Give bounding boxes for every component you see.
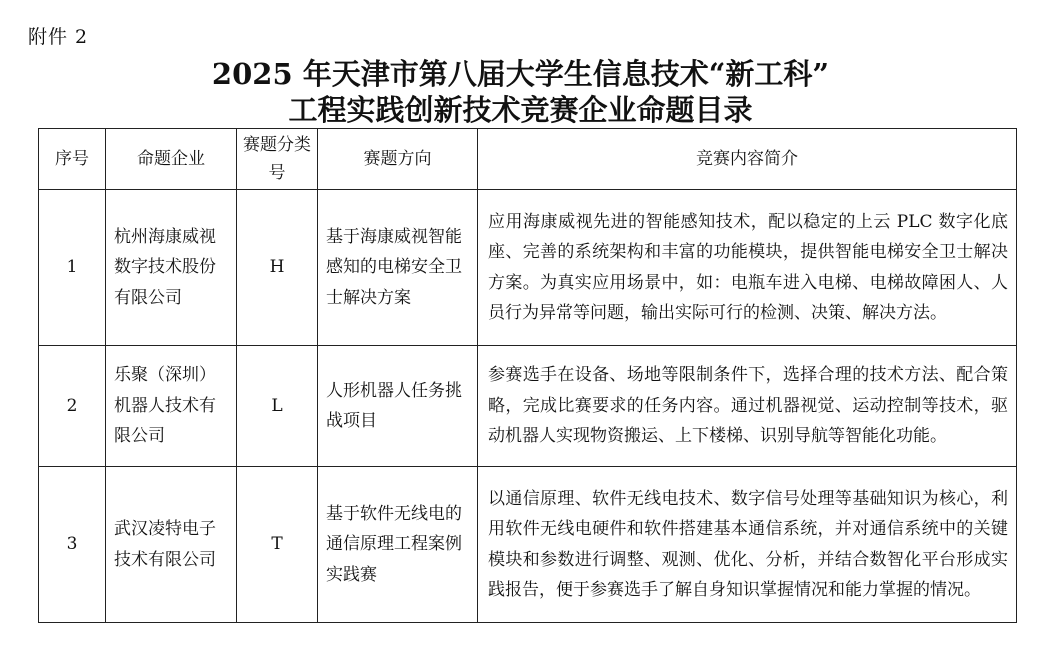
row-company: 乐聚（深圳）机器人技术有限公司 [106,346,237,467]
row-intro: 应用海康威视先进的智能感知技术，配以稳定的上云 PLC 数字化底座、完善的系统架构和丰富的功能模块，提供智能电梯安全卫士解决方案。为真实应用场景中，如：电瓶车进入电梯、电梯故障困人、人员行为异常等问题，输出实际可行的检测、决策、解决方法。 [478,190,1017,346]
table-row [39,346,1017,467]
header-index: 序号 [39,129,106,190]
row-category-code: T [237,467,318,623]
table-row [39,190,1017,346]
row-direction: 人形机器人任务挑战项目 [318,346,478,467]
row-intro: 以通信原理、软件无线电技术、数字信号处理等基础知识为核心，利用软件无线电硬件和软件搭建基本通信系统，并对通信系统中的关键模块和参数进行调整、观测、优化、分析，并结合数智化平台形成实践报告，便于参赛选手了解自身知识掌握情况和能力掌握的情况。 [478,467,1017,623]
row-index: 2 [39,346,106,467]
row-company: 杭州海康威视数字技术股份有限公司 [106,190,237,346]
row-index: 1 [39,190,106,346]
header-category-code: 赛题分类号 [237,129,318,190]
row-category-code: L [237,346,318,467]
row-direction: 基于软件无线电的通信原理工程案例实践赛 [318,467,478,623]
table-header-row [39,129,1017,190]
header-company: 命题企业 [106,129,237,190]
page-title-line2: 工程实践创新技术竞赛企业命题目录 [288,93,753,127]
row-company: 武汉凌特电子技术有限公司 [106,467,237,623]
table-row [39,467,1017,623]
row-intro: 参赛选手在设备、场地等限制条件下，选择合理的技术方法、配合策略，完成比赛要求的任务内容。通过机器视觉、运动控制等技术，驱动机器人实现物资搬运、上下楼梯、识别导航等智能化功能。 [478,346,1017,467]
row-index: 3 [39,467,106,623]
row-category-code: H [237,190,318,346]
attachment-label: 附件 2 [28,26,89,48]
row-direction: 基于海康威视智能感知的电梯安全卫士解决方案 [318,190,478,346]
competition-topics-table [38,128,1017,623]
header-direction: 赛题方向 [318,129,478,190]
header-intro: 竞赛内容简介 [478,129,1017,190]
page-title-line1: 2025 年天津市第八届大学生信息技术“新工科” [211,57,830,91]
